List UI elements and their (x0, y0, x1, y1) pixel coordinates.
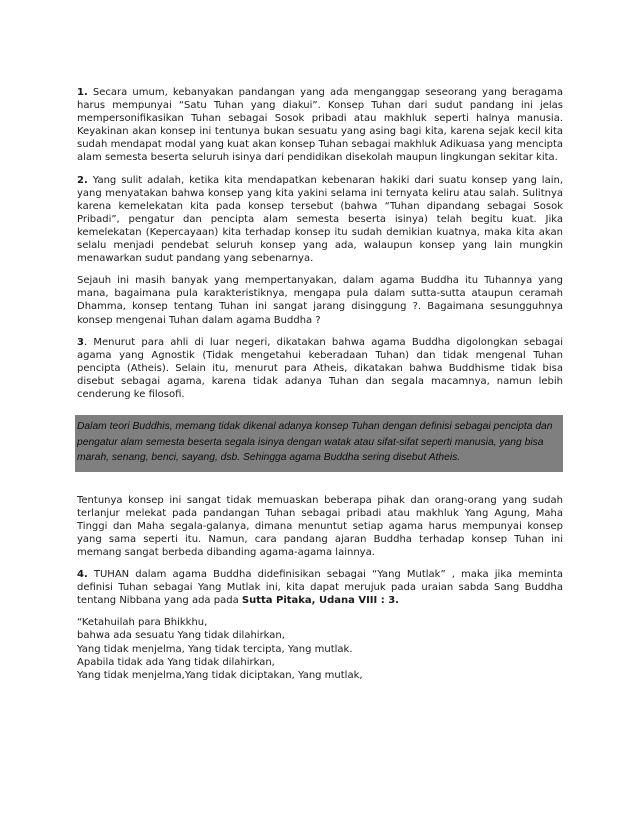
paragraph-number: 3 (77, 336, 84, 348)
paragraph-text: TUHAN dalam agama Buddha didefinisikan sebagai “Yang Mutlak” , maka jika meminta definisi Tuhan sebagai Yang Mutlak ini, kita dapat merujuk pada uraian sabda Sang Buddha tentang Nibbana yang ada pada (77, 569, 563, 607)
verse-line: bahwa ada sesuatu Yang tidak dilahirkan, (77, 630, 285, 642)
paragraph-number: 1. (77, 87, 88, 98)
verse-line: Yang tidak menjelma,Yang tidak diciptakan, Yang mutlak, (77, 669, 363, 681)
paragraph-text: Secara umum, kebanyakan pandangan yang ada menganggap seseorang yang beragama harus mempunyai “Satu Tuhan yang diakui”. Konsep Tuhan dari sudut pandang ini jelas mempersonifikasikan Tuhan sebagai Sosok pribadi atau makhluk seperti halnya manusia. Keyakinan akan konsep ini tentunya bukan sesuatu yang asing bagi kita, karena sejak kecil kita sudah mendapat modal yang kuat akan konsep Tuhan sebagai makhluk Adikuasa yang mencipta alam semesta beserta seluruh isinya dari pendidikan disekolah maupun lingkungan sekitar kita. (77, 87, 563, 164)
paragraph-text: . Menurut para ahli di luar negeri, dikatakan bahwa agama Buddha digolongkan sebagai agama yang Agnostik (Tidak mengetahui keberadaan Tuhan) dan tidak mengenal Tuhan pencipta (Atheis). Selain itu, menurut para Atheis, dikatakan bahwa Buddhisme tidak bisa disebut sebagai agama, karena tidak adanya Tuhan dan segala macamnya, namun lebih cenderung ke filosofi. (77, 336, 563, 400)
document-page (77, 86, 563, 682)
paragraph-5 (77, 494, 563, 559)
paragraph-text: Tentunya konsep ini sangat tidak memuaskan beberapa pihak dan orang-orang yang sudah terlanjur melekat pada pandangan Tuhan sebagai pribadi atau makhluk Yang Agung, Maha Tinggi dan Maha segala-galanya, dimana menuntut setiap agama harus mempunyai konsep yang sama seperti itu. Namun, cara pandang ajaran Buddha terhadap konsep Tuhan ini memang sangat berbeda dibanding agama-agama lainnya. (77, 494, 563, 558)
paragraph-2 (77, 174, 563, 266)
scripture-reference: Sutta Pitaka, Udana VIII : 3. (241, 595, 399, 607)
quote-text: Dalam teori Buddhis, memang tidak dikenal adanya konsep Tuhan dengan definisi sebagai pencipta dan pengatur alam semesta beserta segala isinya dengan watak atau sifat-sifat seperti manusia, yang bisa marah, senang, benci, sayang, dsb. Sehingga agama Buddha sering disebut Atheis. (77, 421, 553, 464)
paragraph-4 (77, 336, 563, 401)
verse-line: Apabila tidak ada Yang tidak dilahirkan, (77, 656, 275, 668)
paragraph-number: 2. (77, 174, 88, 186)
verse-line: Yang tidak menjelma, Yang tidak tercipta, Yang mutlak. (77, 643, 353, 655)
highlighted-quote-box (75, 415, 563, 472)
paragraph-1 (77, 86, 563, 165)
paragraph-6 (77, 568, 563, 607)
paragraph-3 (77, 274, 563, 326)
paragraph-text: Yang sulit adalah, ketika kita mendapatkan kebenaran hakiki dari suatu konsep yang lain, yang menyatakan bahwa konsep yang kita yakini selama ini ternyata keliru atau salah. Sulitnya karena kemelekatan kita pada konsep tersebut (bahwa “Tuhan dipandang sebagai Sosok Pribadi”, pengatur dan pencipta alam semesta beserta isinya) telah begitu kuat. Jika kemelekatan (Kepercayaan) kita terhadap konsep itu sudah demikian kuatnya, maka kita akan selalu menjadi pendebat seluruh konsep yang ada, walaupun konsep yang lain mungkin menawarkan sudut pandang yang sebenarnya. (77, 174, 563, 265)
verse-line: “Ketahuilah para Bhikkhu, (77, 617, 208, 629)
paragraph-text: Sejauh ini masih banyak yang mempertanyakan, dalam agama Buddha itu Tuhannya yang mana, bagaimana pula karakteristiknya, mengapa pula dalam sutta-sutta ataupun ceramah Dhamma, konsep tentang Tuhan ini sangat jarang disinggung ?. Bagaimana sesungguhnya konsep mengenai Tuhan dalam agama Buddha ? (77, 275, 563, 326)
paragraph-number: 4. (77, 569, 88, 581)
verse-quote (77, 616, 563, 681)
